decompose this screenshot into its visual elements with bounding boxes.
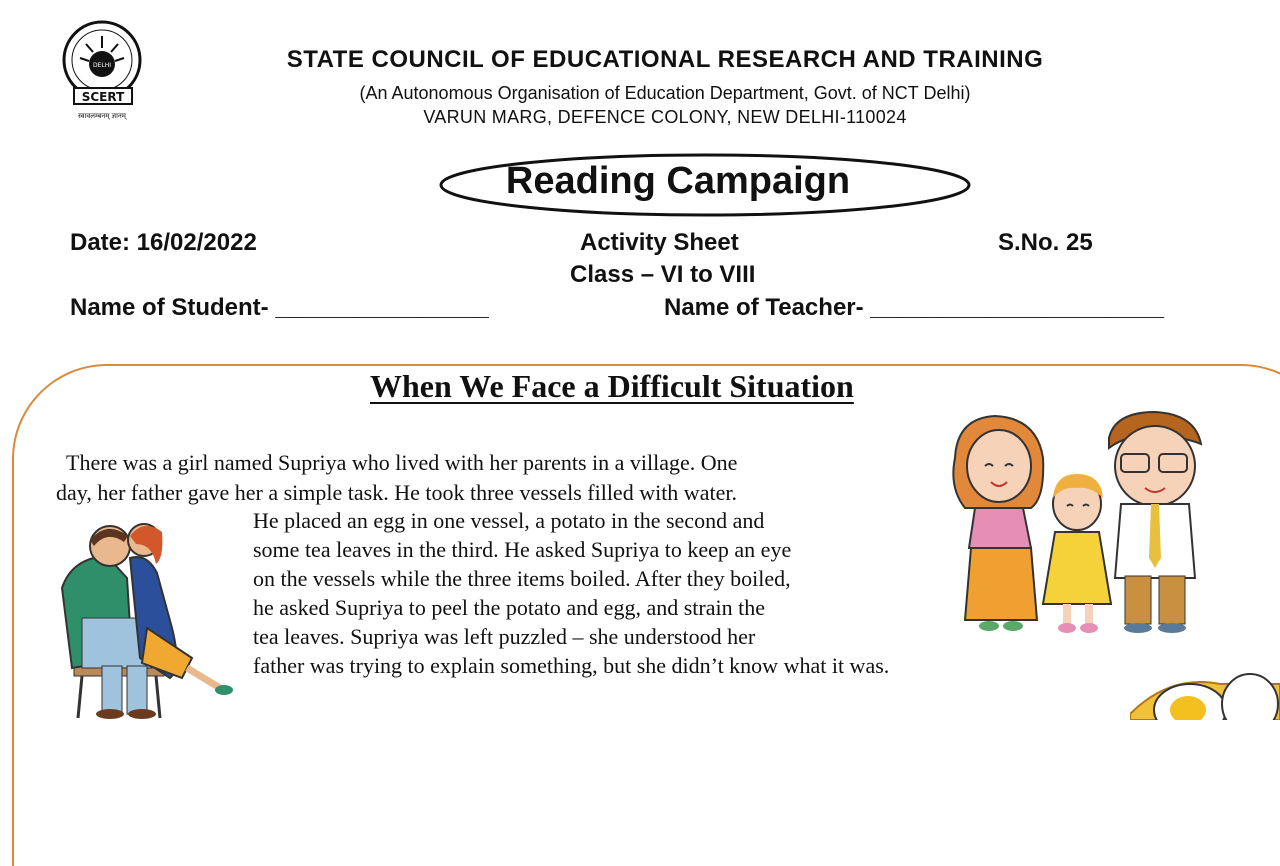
story-title: When We Face a Difficult Situation [370, 368, 854, 404]
class-label: Class – VI to VIII [570, 261, 756, 288]
org-address: VARUN MARG, DEFENCE COLONY, NEW DELHI-110024 [423, 107, 907, 127]
father-daughter-illustration [52, 518, 242, 720]
logo-caption: स्वावलम्बनम् ज्ञानम् [77, 112, 127, 120]
logo-small-text: DELHI [92, 62, 112, 69]
story-line: tea leaves. Supriya was left puzzled – she understood her [253, 624, 756, 649]
serial-number: S.No. 25 [998, 229, 1093, 256]
story-line: on the vessels while the three items boiled. After they boiled, [253, 566, 791, 591]
story-line: some tea leaves in the third. He asked Supriya to keep an eye [253, 537, 792, 562]
story-line: he asked Supriya to peel the potato and egg, and strain the [253, 595, 765, 620]
logo-text: SCERT [81, 90, 125, 104]
story-line: There was a girl named Supriya who lived with her parents in a village. One [66, 450, 738, 475]
activity-sheet-label: Activity Sheet [580, 229, 739, 256]
story-line: day, her father gave her a simple task. He took three vessels filled with water. [56, 480, 737, 505]
student-name-field: Name of Student- ________________ [70, 294, 489, 321]
story-line: He placed an egg in one vessel, a potato in the second and [253, 508, 765, 533]
date-label: Date: 16/02/2022 [70, 229, 257, 256]
story-line: father was trying to explain something, but she didn’t know what it was. [253, 653, 890, 678]
org-title: STATE COUNCIL OF EDUCATIONAL RESEARCH AND TRAINING [286, 46, 1044, 73]
eggs-illustration [1130, 664, 1280, 720]
org-subtitle: (An Autonomous Organisation of Education Department, Govt. of NCT Delhi) [359, 83, 971, 103]
campaign-title: Reading Campaign [505, 160, 851, 202]
teacher-name-field: Name of Teacher- ______________________ [664, 294, 1164, 321]
family-illustration [945, 408, 1215, 640]
